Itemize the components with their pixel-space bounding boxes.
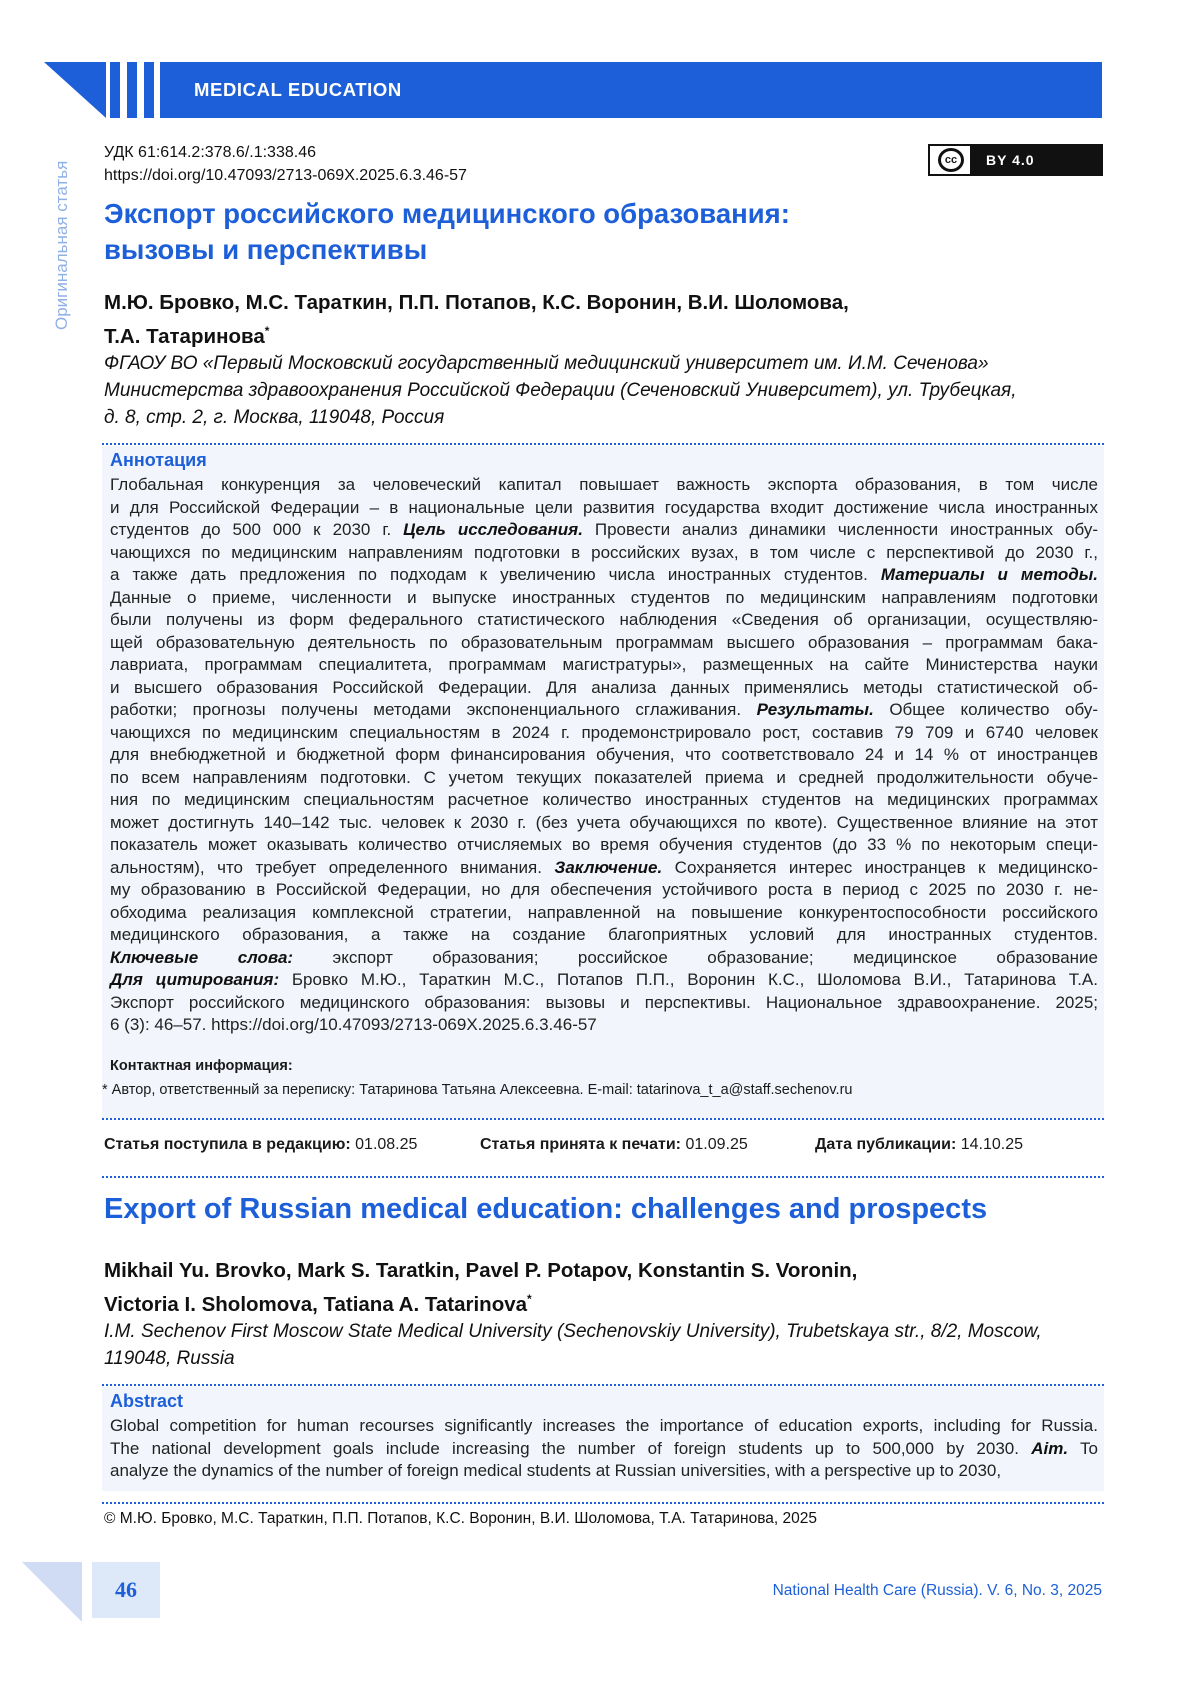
article-title-ru xyxy=(104,196,1104,268)
abstract-ru-line: альностям), что требует определенного внимания. Заключение. Сохраняется интерес иностранцев к медицинско- xyxy=(110,857,1098,877)
title-ru-line: Экспорт российского медицинского образования: xyxy=(104,198,790,229)
divider xyxy=(102,1502,1104,1504)
abstract-ru-line: ния по медицинским специальностям расчетное количество иностранных студентов на медицинских программах xyxy=(110,790,1098,809)
abstract-ru-line: работки; прогнозы получены методами экспоненциального сглаживания. Результаты. Общее количество обу- xyxy=(110,700,1098,719)
accepted-label: Статья принята к печати: xyxy=(480,1136,681,1153)
abstract-heading-en: Abstract xyxy=(110,1391,184,1411)
abstract-ru-line: щей образовательную деятельность по образовательным программам высшего образования – программам бака- xyxy=(110,632,1098,652)
received-date-row xyxy=(104,1136,417,1154)
abstract-box-en xyxy=(102,1387,1104,1491)
footer-triangle-decoration xyxy=(22,1562,82,1622)
abstract-ru-line: показатель может оказывать количество отчисляемых во время обучения студентов (до 33 % по некоторым специ- xyxy=(110,835,1098,854)
doi-link[interactable]: https://doi.org/10.47093/2713-069X.2025.6.3.46-57 xyxy=(104,167,467,184)
abstract-ru-line: лавриата, программам специалитета, программам магистратуры», размещенных на сайте Министерства науки xyxy=(110,655,1098,674)
cc-license-badge[interactable] xyxy=(928,144,1103,176)
abstract-ru-line: студентов до 500 000 к 2030 г. Цель исследования. Провести анализ динамики численности иностранных обу- xyxy=(110,520,1098,539)
header-triangle-decoration xyxy=(44,62,106,118)
corresponding-author-mark: * xyxy=(264,324,270,338)
abstract-en-line: analyze the dynamics of the number of foreign medical students at Russian universities, with a perspective up to 2030, xyxy=(110,1461,1002,1480)
abstract-ru-line: были получены из форм федерального статистического наблюдения «Сведения об организации, осуществляю- xyxy=(110,610,1098,629)
abstract-text-en xyxy=(110,1415,1098,1483)
abstract-ru-line: и высшего образования Российской Федерации. Для анализа данных применялись методы статистической об- xyxy=(110,677,1098,697)
abstract-en-line: Global competition for human recourses significantly increases the importance of education exports, including for Russia. xyxy=(110,1416,1098,1435)
cc-icon: cc xyxy=(938,148,964,172)
section-header-bar xyxy=(160,62,1102,118)
abstract-ru-line: Для цитирования: Бровко М.Ю., Тараткин М.С., Потапов П.П., Воронин К.С., Шоломова В.И., Татаринова Т.А. xyxy=(110,970,1098,989)
authors-ru xyxy=(104,288,1104,351)
affiliation-ru-line: ФГАОУ ВО «Первый Московский государственный медицинский университет им. И.М. Сеченова» xyxy=(104,353,989,374)
abstract-ru-line: чающихся по медицинским специальностям в 2024 г. продемонстрировало рост, составив 79 709 и 6740 человек xyxy=(110,722,1098,742)
abstract-ru-line: и для Российской Федерации – в национальные цели развития государства входит достижение числа иностранных xyxy=(110,497,1098,517)
authors-ru-line: Т.А. Татаринова xyxy=(104,324,265,348)
abstract-ru-line: Глобальная конкуренция за человеческий капитал повышает важность экспорта образования, в том числе xyxy=(110,475,1098,494)
affiliation-ru-line: д. 8, стр. 2, г. Москва, 119048, Россия xyxy=(104,407,445,428)
abstract-ru-line: может достигнуть 140–142 тыс. человек к 2030 г. (без учета обучающихся по квоте). Существенное влияние на этот xyxy=(110,812,1098,832)
divider xyxy=(102,1176,1104,1178)
divider xyxy=(102,1118,1104,1120)
affiliation-en xyxy=(104,1318,1104,1372)
abstract-ru-line: для внебюджетной и бюджетной форм финансирования обучения, что соответствовало 24 и 14 % от иностранцев xyxy=(110,745,1098,764)
abstract-ru-line: 6 (3): 46–57. https://doi.org/10.47093/2713-069X.2025.6.3.46-57 xyxy=(110,1015,597,1034)
authors-en-line: Mikhail Yu. Brovko, Mark S. Taratkin, Pavel P. Potapov, Konstantin S. Voronin, xyxy=(104,1259,858,1282)
abstract-ru-line: а также дать предложения по подходам к увеличению числа иностранных студентов. Материалы и методы. xyxy=(110,565,1098,584)
accepted-date: 01.09.25 xyxy=(685,1136,748,1153)
accepted-date-row xyxy=(480,1136,748,1154)
abstract-ru-line: обходима реализация комплексной стратегии, направленной на повышение конкурентоспособности российского xyxy=(110,902,1098,922)
abstract-ru-line: Экспорт российского медицинского образования: вызовы и перспективы. Национальное здравоохранение. 2025; xyxy=(110,992,1098,1012)
affiliation-ru-line: Министерства здравоохранения Российской Федерации (Сеченовский Университет), ул. Трубецкая, xyxy=(104,380,1017,401)
published-label: Дата публикации: xyxy=(815,1136,957,1153)
contact-heading: Контактная информация: xyxy=(110,1058,293,1074)
article-title-en: Export of Russian medical education: challenges and prospects xyxy=(104,1193,988,1225)
published-date: 14.10.25 xyxy=(960,1136,1023,1153)
title-ru-line: вызовы и перспективы xyxy=(104,234,428,265)
header-stripe xyxy=(110,62,120,118)
received-label: Статья поступила в редакцию: xyxy=(104,1136,351,1153)
affiliation-en-line: I.M. Sechenov First Moscow State Medical University (Sechenovskiy University), Trubetskaya str., 8/2, Moscow, xyxy=(104,1321,1042,1342)
abstract-en-line: The national development goals include increasing the number of foreign students up to 500,000 by 2030. Aim. To xyxy=(110,1438,1098,1458)
divider xyxy=(102,443,1104,445)
authors-en-line: Victoria I. Sholomova, Tatiana A. Tatarinova xyxy=(104,1292,528,1316)
contact-info: * Автор, ответственный за переписку: Татаринова Татьяна Алексеевна. E-mail: tatarinova_t_a@staff.sechenov.ru xyxy=(102,1082,853,1098)
header-stripe xyxy=(127,62,137,118)
page-number: 46 xyxy=(92,1562,160,1618)
abstract-ru-line: чающихся по медицинским направлениям подготовки в российских вузах, в том числе с перспективой до 2030 г., xyxy=(110,542,1098,562)
abstract-ru-line: медицинского образования, а также на создание благоприятных условий для иностранных студентов. xyxy=(110,925,1098,944)
udk-code: УДК 61:614.2:378.6/.1:338.46 xyxy=(104,144,316,161)
abstract-heading-ru: Аннотация xyxy=(110,450,207,470)
article-type-label: Оригинальная статья xyxy=(52,160,71,330)
section-label: MEDICAL EDUCATION xyxy=(194,79,402,100)
authors-ru-line: М.Ю. Бровко, М.С. Тараткин, П.П. Потапов, К.С. Воронин, В.И. Шоломова, xyxy=(104,291,849,314)
abstract-ru-line: Ключевые слова: экспорт образования; российское образование; медицинское образование xyxy=(110,947,1099,967)
abstract-ru-line: Данные о приеме, численности и выпуске иностранных студентов по медицинским направлениям подготовки xyxy=(110,587,1098,607)
authors-en xyxy=(104,1256,1104,1319)
abstract-ru-line: по всем направлениям подготовки. С учетом текущих показателей приема и средней продолжительности обуче- xyxy=(110,767,1098,787)
abstract-text-ru xyxy=(110,474,1098,1037)
divider xyxy=(102,1384,1104,1386)
affiliation-en-line: 119048, Russia xyxy=(104,1348,235,1369)
journal-citation: National Health Care (Russia). V. 6, No. 3, 2025 xyxy=(772,1582,1102,1599)
published-date-row xyxy=(815,1136,1023,1154)
corresponding-author-mark: * xyxy=(527,1292,532,1306)
abstract-ru-line: му образованию в Российской Федерации, но для обеспечения устойчивого роста в период с 2025 по 2030 г. не- xyxy=(110,880,1098,899)
affiliation-ru xyxy=(104,350,1104,431)
header-stripe xyxy=(144,62,154,118)
abstract-box-ru xyxy=(102,446,1104,1118)
copyright-notice: © М.Ю. Бровко, М.С. Тараткин, П.П. Потапов, К.С. Воронин, В.И. Шоломова, Т.А. Татаринова, 2025 xyxy=(104,1510,817,1527)
received-date: 01.08.25 xyxy=(355,1136,418,1153)
license-label: BY 4.0 xyxy=(970,146,1101,174)
